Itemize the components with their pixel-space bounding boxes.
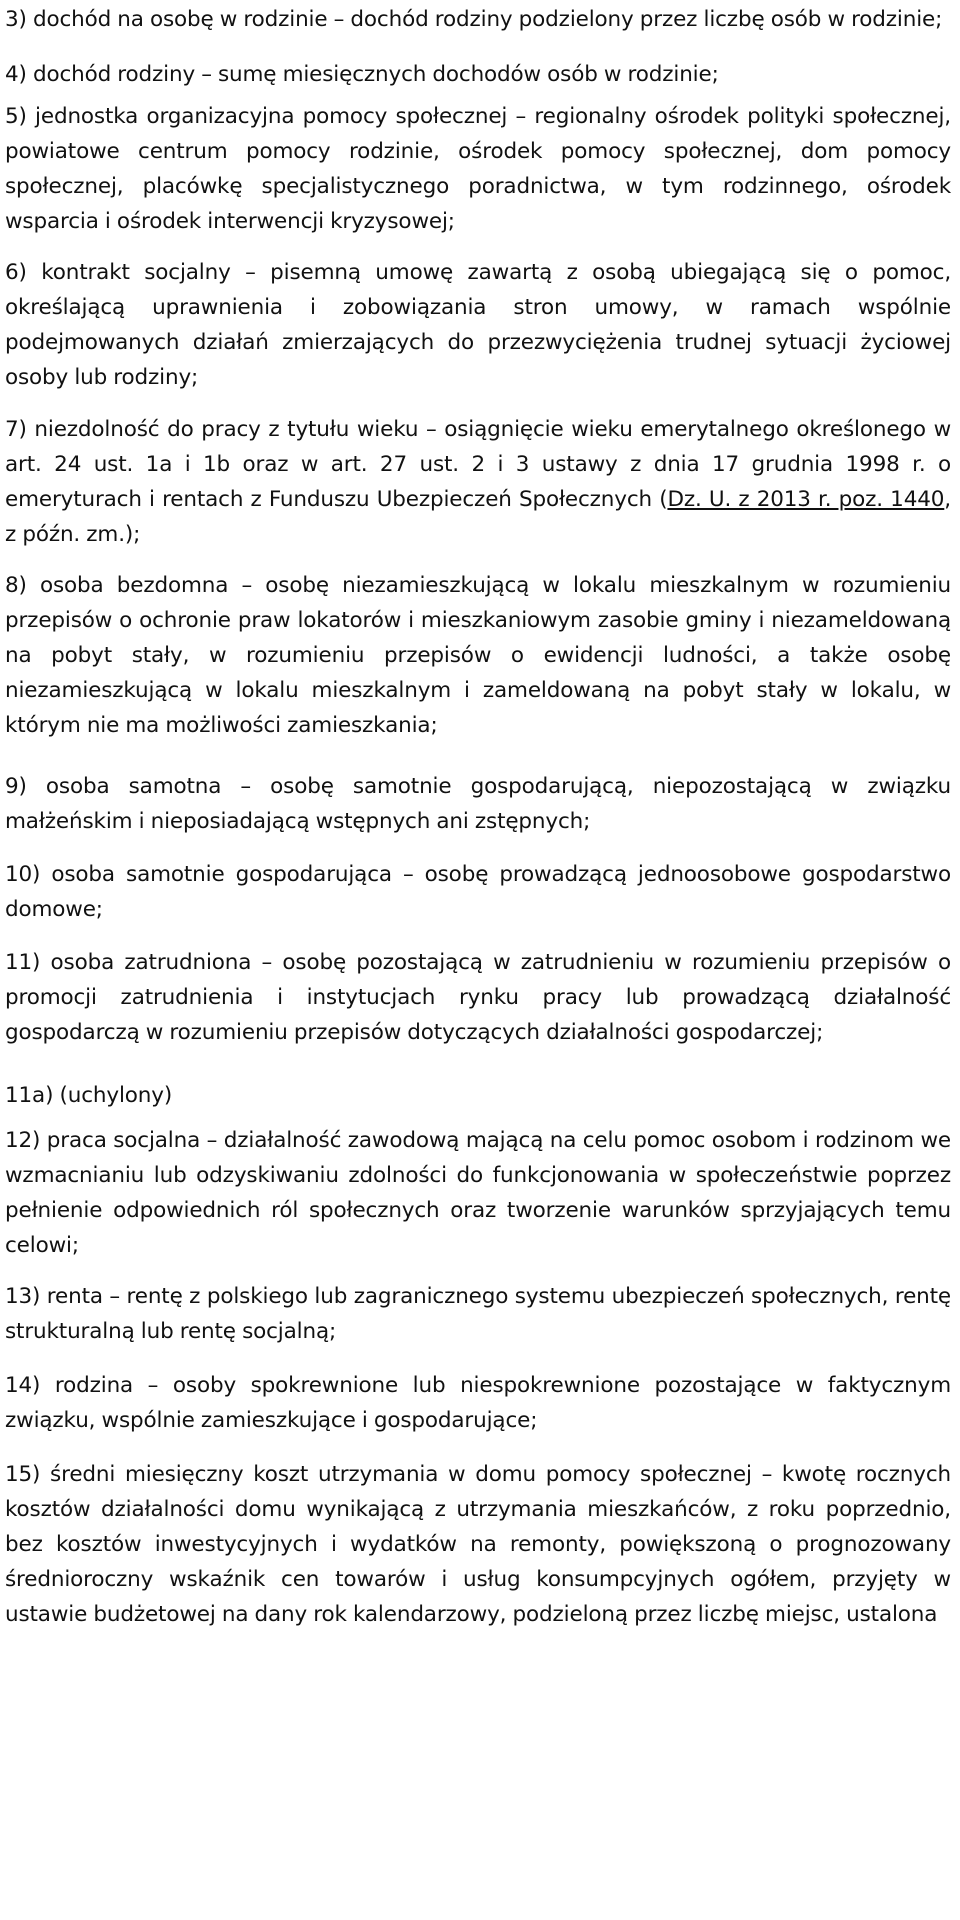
paragraph-text: 9) osoba samotna – osobę samotnie gospodarującą, niepozostającą w związku małżeńskim i nieposiadającą wstępnych ani zstępnych; (5, 774, 951, 834)
paragraph-text: 3) dochód na osobę w rodzinie – dochód rodziny podzielony przez liczbę osób w rodzinie; (5, 7, 943, 32)
definition-paragraph-9 (5, 769, 951, 839)
paragraph-text: , z późn. zm.); (5, 487, 951, 547)
paragraph-text: 12) praca socjalna – działalność zawodową mającą na celu pomoc osobom i rodzinom we wzmacnianiu lub odzyskiwaniu zdolności do funkcjonowania w społeczeństwie poprzez pełnienie odpowiednich ról społecznych oraz tworzenie warunków sprzyjających temu celowi; (5, 1128, 951, 1258)
definition-paragraph-7 (5, 412, 951, 552)
paragraph-text: 15) średni miesięczny koszt utrzymania w domu pomocy społecznej – kwotę rocznych kosztów działalności domu wynikającą z utrzymania mieszkańców, z roku poprzednio, bez kosztów inwestycyjnych i wydatków na remonty, powiększoną o prognozowany średnioroczny wskaźnik cen towarów i usług konsumpcyjnych ogółem, przyjęty w ustawie budżetowej na dany rok kalendarzowy, podzieloną przez liczbę miejsc, ustalona (5, 1462, 951, 1627)
definition-paragraph-5 (5, 99, 951, 239)
definition-paragraph-15 (5, 1457, 951, 1632)
definition-paragraph-11a (5, 1078, 951, 1113)
definition-paragraph-13 (5, 1279, 951, 1349)
paragraph-text: 14) rodzina – osoby spokrewnione lub niespokrewnione pozostające w faktycznym związku, wspólnie zamieszkujące i gospodarujące; (5, 1373, 951, 1433)
paragraph-text: 5) jednostka organizacyjna pomocy społecznej – regionalny ośrodek polityki społecznej, powiatowe centrum pomocy rodzinie, ośrodek pomocy społecznej, dom pomocy społecznej, placówkę specjalistycznego poradnictwa, w tym rodzinnego, ośrodek wsparcia i ośrodek interwencji kryzysowej; (5, 104, 951, 234)
definition-paragraph-6 (5, 255, 951, 395)
paragraph-text: 4) dochód rodziny – sumę miesięcznych dochodów osób w rodzinie; (5, 62, 719, 87)
definition-paragraph-11 (5, 945, 951, 1050)
paragraph-text: 7) niezdolność do pracy z tytułu wieku – osiągnięcie wieku emerytalnego określonego w art. 24 ust. 1a i 1b oraz w art. 27 ust. 2 i 3 ustawy z dnia 17 grudnia 1998 r. o emeryturach i rentach z Funduszu Ubezpieczeń Społecznych ( (5, 417, 951, 512)
definition-paragraph-12 (5, 1123, 951, 1263)
paragraph-text: 13) renta – rentę z polskiego lub zagranicznego systemu ubezpieczeń społecznych, rentę strukturalną lub rentę socjalną; (5, 1284, 951, 1344)
definition-paragraph-8 (5, 568, 951, 743)
definition-paragraph-10 (5, 857, 951, 927)
paragraph-text: 11a) (uchylony) (5, 1083, 173, 1108)
definition-paragraph-4 (5, 57, 951, 92)
paragraph-text: 8) osoba bezdomna – osobę niezamieszkującą w lokalu mieszkalnym w rozumieniu przepisów o ochronie praw lokatorów i mieszkaniowym zasobie gminy i niezameldowaną na pobyt stały, w rozumieniu przepisów o ewidencji ludności, a także osobę niezamieszkującą w lokalu mieszkalnym i zameldowaną na pobyt stały w lokalu, w którym nie ma możliwości zamieszkania; (5, 573, 951, 738)
paragraph-text: 11) osoba zatrudniona – osobę pozostającą w zatrudnieniu w rozumieniu przepisów o promocji zatrudnienia i instytucjach rynku pracy lub prowadzącą działalność gospodarczą w rozumieniu przepisów dotyczących działalności gospodarczej; (5, 950, 951, 1045)
legal-reference-link[interactable]: Dz. U. z 2013 r. poz. 1440 (667, 487, 945, 512)
definition-paragraph-3 (5, 2, 951, 37)
paragraph-text: 6) kontrakt socjalny – pisemną umowę zawartą z osobą ubiegającą się o pomoc, określającą uprawnienia i zobowiązania stron umowy, w ramach wspólnie podejmowanych działań zmierzających do przezwyciężenia trudnej sytuacji życiowej osoby lub rodziny; (5, 260, 951, 390)
paragraph-text: 10) osoba samotnie gospodarująca – osobę prowadzącą jednoosobowe gospodarstwo domowe; (5, 862, 951, 922)
definition-paragraph-14 (5, 1368, 951, 1438)
